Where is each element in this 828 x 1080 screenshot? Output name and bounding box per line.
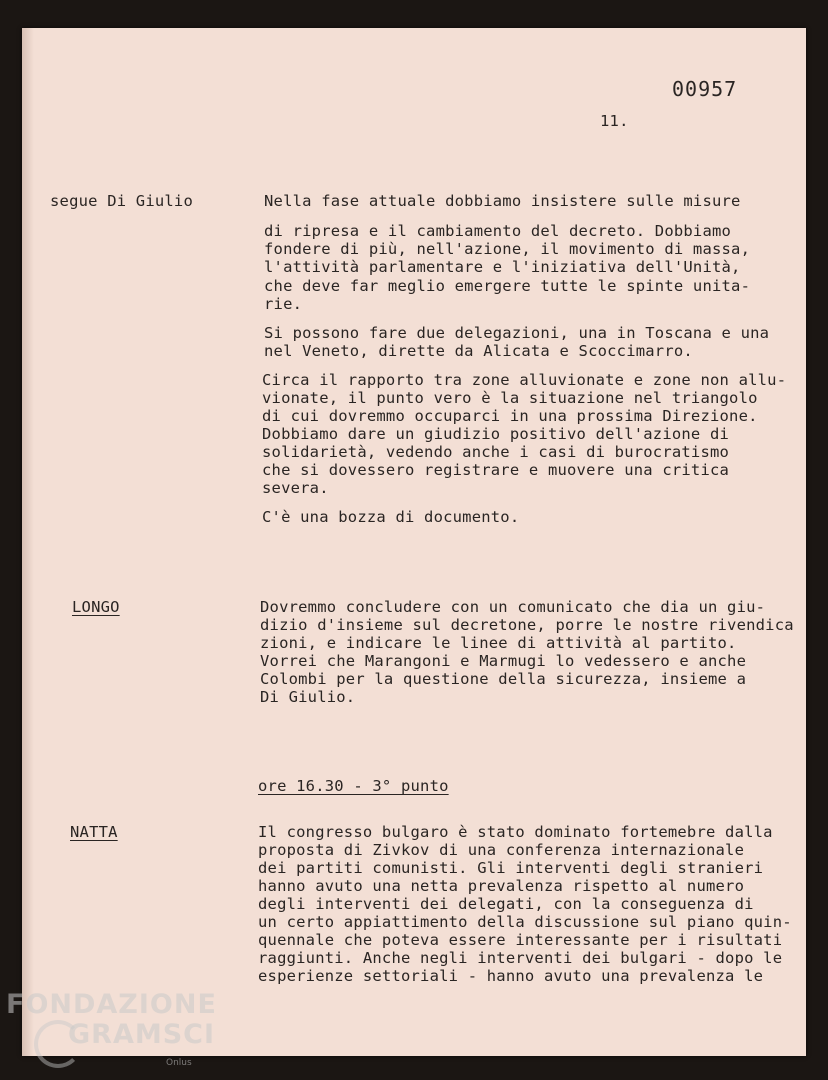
agenda-heading: ore 16.30 - 3° punto	[258, 777, 449, 795]
paragraph-line: Dovremmo concludere con un comunicato che dia un giu-	[260, 598, 766, 616]
paragraph-line: che si dovessero registrare e muovere una critica	[262, 461, 730, 479]
paragraph-line: severa.	[262, 479, 329, 497]
paragraph-line: Il congresso bulgaro è stato dominato fortemebre dalla	[258, 823, 773, 841]
archive-stamp-number: 00957	[672, 77, 738, 101]
paragraph-line: rie.	[264, 295, 303, 313]
paragraph-line: nel Veneto, dirette da Alicata e Scoccimarro.	[264, 342, 693, 360]
page-number: 11.	[600, 112, 629, 130]
paragraph-line: Di Giulio.	[260, 688, 356, 706]
speaker-label-natta: NATTA	[70, 823, 118, 841]
paragraph-line: dei partiti comunisti. Gli interventi degli stranieri	[258, 859, 764, 877]
paragraph-line: di cui dovremmo occuparci in una prossima Direzione.	[262, 407, 758, 425]
paragraph-line: zioni, e indicare le linee di attività al partito.	[260, 634, 737, 652]
watermark-line-1: FONDAZIONE	[6, 989, 217, 1020]
paragraph-line: hanno avuto una netta prevalenza rispetto al numero	[258, 877, 745, 895]
paragraph-line: raggiunti. Anche negli interventi dei bulgari - dopo le	[258, 949, 783, 967]
paragraph-line: dizio d'insieme sul decretone, porre le nostre rivendica	[260, 616, 794, 634]
speaker-label-longo: LONGO	[72, 598, 120, 616]
watermark-line-2: GRAMSCI	[68, 1019, 216, 1050]
paragraph-line: proposta di Zivkov di una conferenza internazionale	[258, 841, 745, 859]
gramsci-logo-icon	[34, 1020, 82, 1068]
paragraph-line: Nella fase attuale dobbiamo insistere sulle misure	[264, 192, 741, 210]
paragraph-line: l'attività parlamentare e l'iniziativa dell'Unità,	[264, 258, 741, 276]
paragraph-line: fondere di più, nell'azione, il movimento di massa,	[264, 240, 751, 258]
paragraph-line: C'è una bozza di documento.	[262, 508, 520, 526]
paragraph-line: Colombi per la questione della sicurezza, insieme a	[260, 670, 747, 688]
speaker-label-di-giulio: segue Di Giulio	[50, 192, 193, 210]
paragraph-line: vionate, il punto vero è la situazione nel triangolo	[262, 389, 758, 407]
paragraph-line: solidarietà, vedendo anche i casi di burocratismo	[262, 443, 730, 461]
paragraph-line: Dobbiamo dare un giudizio positivo dell'azione di	[262, 425, 730, 443]
watermark-line-3: Onlus	[166, 1058, 192, 1068]
page-edge	[22, 28, 34, 1056]
paragraph-line: quennale che poteva essere interessante per i risultati	[258, 931, 783, 949]
paragraph-line: che deve far meglio emergere tutte le spinte unita-	[264, 277, 751, 295]
paragraph-line: Si possono fare due delegazioni, una in Toscana e una	[264, 324, 770, 342]
paragraph-line: Vorrei che Marangoni e Marmugi lo vedessero e anche	[260, 652, 747, 670]
paragraph-line: esperienze settoriali - hanno avuto una prevalenza le	[258, 967, 764, 985]
paragraph-line: degli interventi dei delegati, con la conseguenza di	[258, 895, 754, 913]
paragraph-line: un certo appiattimento della discussione sul piano quin-	[258, 913, 792, 931]
paragraph-line: di ripresa e il cambiamento del decreto. Dobbiamo	[264, 222, 732, 240]
paragraph-line: Circa il rapporto tra zone alluvionate e zone non allu-	[262, 371, 787, 389]
